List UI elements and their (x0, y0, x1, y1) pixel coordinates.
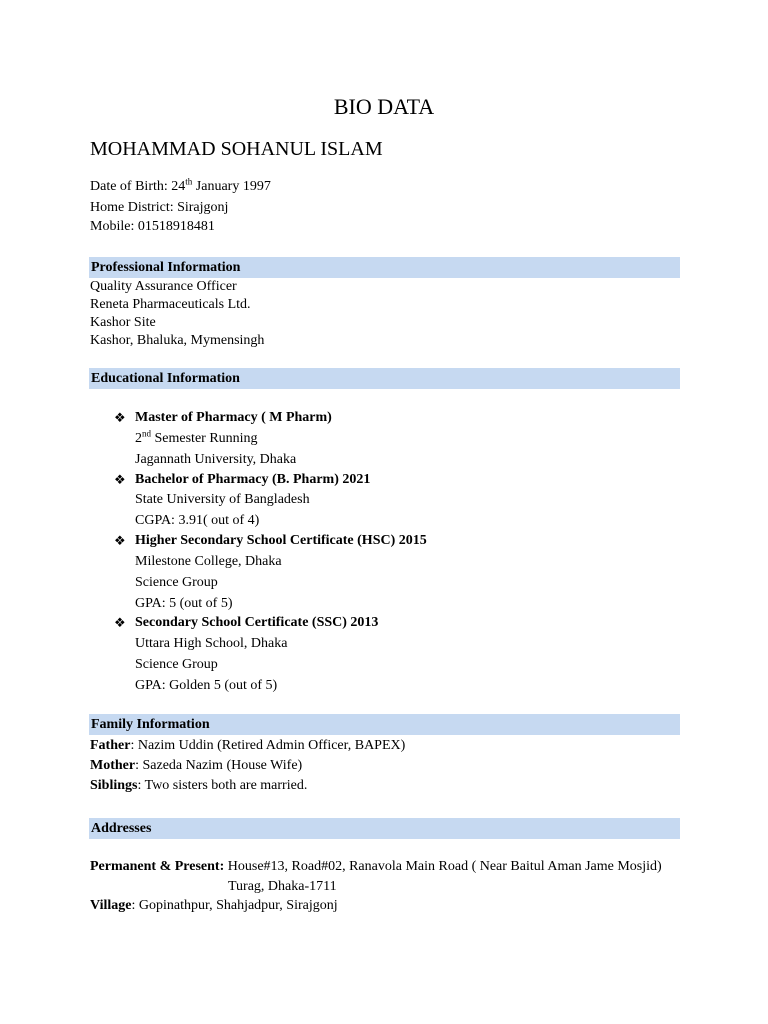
degree-detail: CGPA: 3.91( out of 4) (135, 513, 260, 528)
degree-title: Secondary School Certificate (SSC) 2013 (135, 615, 379, 630)
page-title: BIO DATA (333, 94, 435, 119)
date-of-birth (90, 178, 271, 195)
degree-detail: GPA: 5 (out of 5) (135, 596, 233, 611)
semester-ordinal: nd (142, 428, 151, 439)
person-name: MOHAMMAD SOHANUL ISLAM (90, 138, 383, 160)
mother-value: : Sazeda Nazim (House Wife) (135, 758, 303, 773)
father-label: Father (90, 738, 131, 753)
degree-detail: Uttara High School, Dhaka (135, 636, 288, 651)
section-addresses (89, 818, 680, 839)
permanent-address-line2: Turag, Dhaka-1711 (228, 879, 337, 894)
degree-detail (135, 430, 258, 447)
section-professional (89, 257, 680, 278)
mother-label: Mother (90, 758, 136, 773)
diamond-bullet-icon: ❖ (114, 615, 126, 630)
section-heading: Educational Information (91, 371, 240, 386)
mobile-number: Mobile: 01518918481 (90, 219, 215, 234)
village-address (90, 897, 338, 914)
dob-ordinal: th (185, 176, 193, 187)
siblings-label: Siblings (90, 778, 138, 793)
father-value: : Nazim Uddin (Retired Admin Officer, BAPEX) (130, 738, 406, 753)
diamond-bullet-icon: ❖ (114, 410, 126, 425)
degree-title: Higher Secondary School Certificate (HSC) 2015 (135, 533, 427, 548)
professional-line: Reneta Pharmaceuticals Ltd. (90, 297, 251, 312)
section-heading: Family Information (91, 717, 210, 732)
section-heading: Addresses (91, 821, 152, 836)
degree-detail: Milestone College, Dhaka (135, 554, 282, 569)
village-label: Village (90, 898, 132, 913)
section-family (89, 714, 680, 735)
degree-detail: State University of Bangladesh (135, 492, 310, 507)
permanent-label: Permanent & Present: (90, 859, 225, 874)
semester-number: 2 (135, 431, 142, 446)
semester-status: Semester Running (151, 431, 258, 446)
village-value: : Gopinathpur, Shahjadpur, Sirajgonj (131, 898, 338, 913)
diamond-bullet-icon: ❖ (114, 472, 126, 487)
degree-title: Master of Pharmacy ( M Pharm) (135, 410, 332, 425)
professional-line: Kashor, Bhaluka, Mymensingh (90, 333, 265, 348)
family-mother (90, 757, 302, 774)
degree-title: Bachelor of Pharmacy (B. Pharm) 2021 (135, 472, 371, 487)
professional-line: Quality Assurance Officer (90, 279, 237, 294)
family-siblings (90, 777, 307, 794)
degree-detail: Jagannath University, Dhaka (135, 452, 297, 467)
dob-label: Date of Birth: 24 (90, 179, 186, 194)
degree-detail: Science Group (135, 575, 218, 590)
home-district: Home District: Sirajgonj (90, 200, 229, 215)
diamond-bullet-icon: ❖ (114, 533, 126, 548)
section-heading: Professional Information (91, 260, 241, 275)
section-education (89, 368, 680, 389)
siblings-value: : Two sisters both are married. (137, 778, 308, 793)
professional-line: Kashor Site (90, 315, 156, 330)
dob-rest: January 1997 (192, 179, 271, 194)
family-father (90, 737, 405, 754)
degree-detail: GPA: Golden 5 (out of 5) (135, 678, 278, 693)
permanent-address (90, 858, 662, 875)
permanent-value: House#13, Road#02, Ranavola Main Road ( Near Baitul Aman Jame Mosjid) (224, 859, 662, 874)
degree-detail: Science Group (135, 657, 218, 672)
